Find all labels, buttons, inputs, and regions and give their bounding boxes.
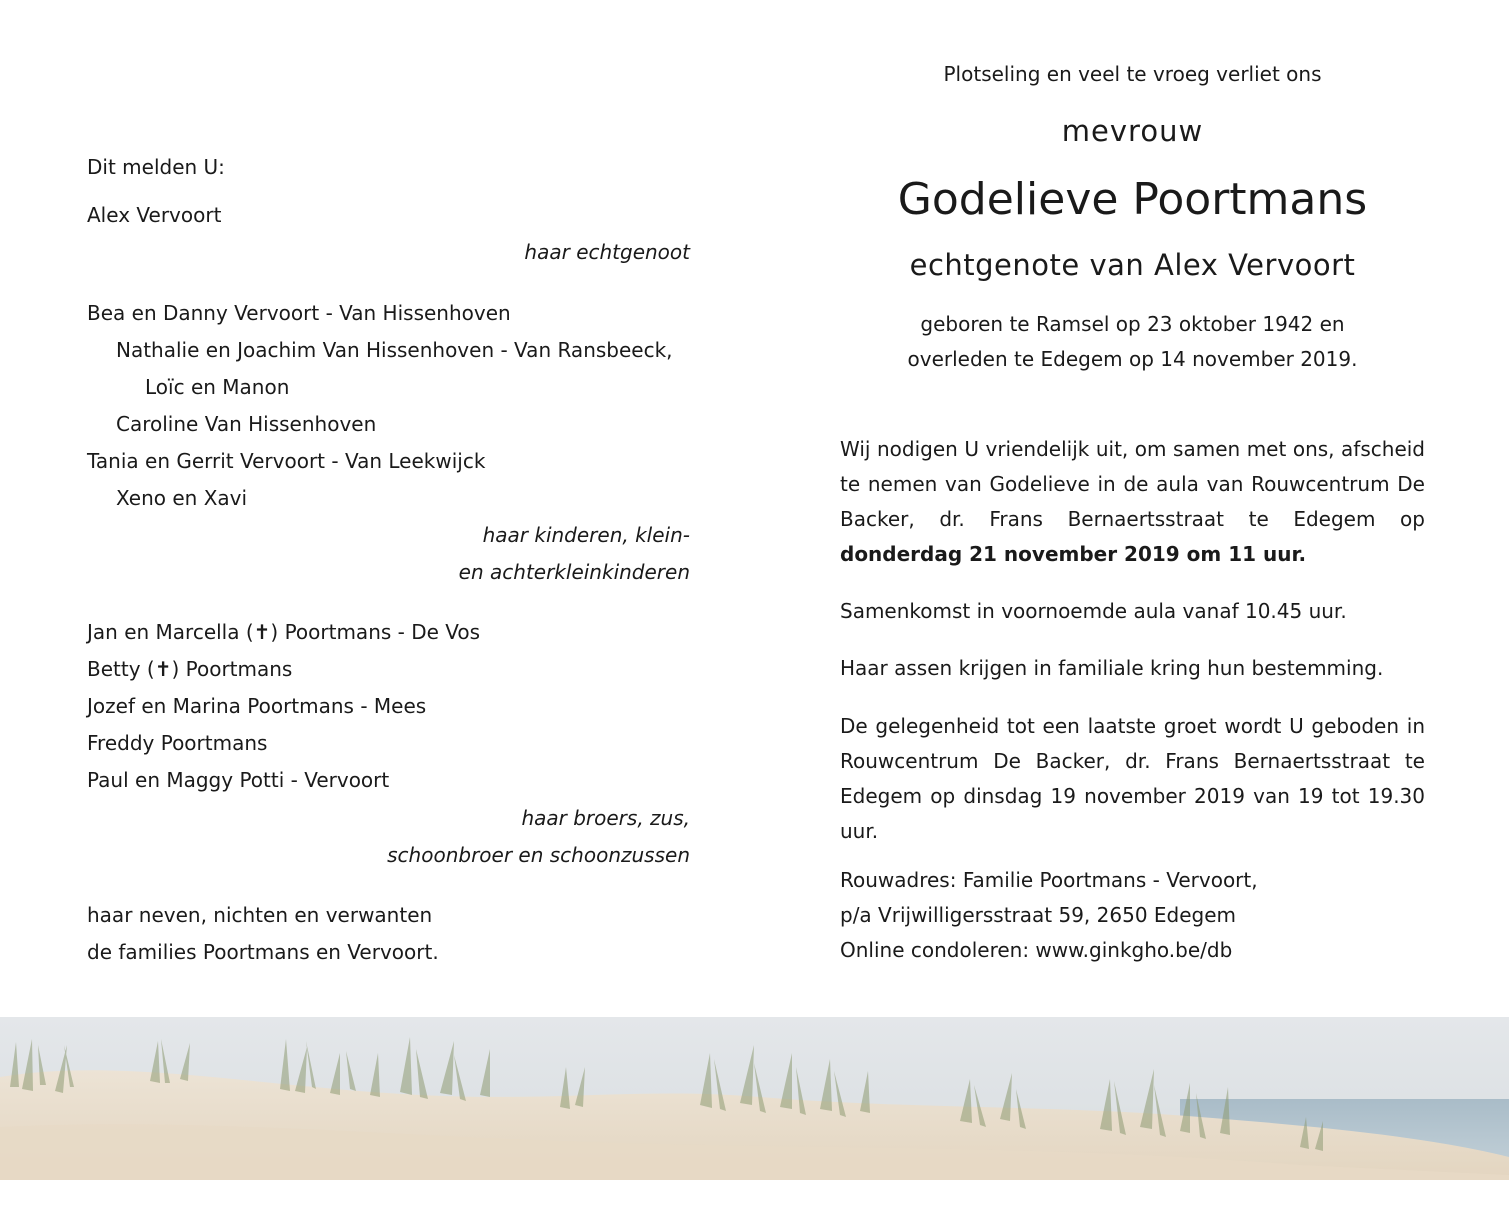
visitation-paragraph: De gelegenheid tot een laatste groet wordt U geboden in Rouwcentrum De Backer, dr. Frans Bernaertsstraat te Edegem op dinsdag 19 november 2019 van 19 tot 19.30 uur. xyxy=(840,714,1425,843)
intro-text: Dit melden U: xyxy=(87,155,225,179)
address-line-2: p/a Vrijwilligersstraat 59, 2650 Edegem xyxy=(840,903,1237,927)
sibling-line: Paul en Maggy Potti - Vervoort xyxy=(87,768,390,792)
condolence-line: Online condoleren: www.ginkgho.be/db xyxy=(840,938,1233,962)
grandchild-line: Caroline Van Hissenhoven xyxy=(116,412,377,436)
honorific: mevrouw xyxy=(1061,114,1204,148)
siblings-role-2: schoonbroer en schoonzussen xyxy=(387,843,690,867)
ashes-text: Haar assen krijgen in familiale kring hun bestemming. xyxy=(840,656,1384,680)
gathering-text: Samenkomst in voornoemde aula vanaf 10.45 uur. xyxy=(840,599,1347,623)
announcement-intro: Plotseling en veel te vroeg verliet ons xyxy=(943,62,1322,86)
sibling-line: Jozef en Marina Poortmans - Mees xyxy=(87,694,427,718)
grandchild-line: Xeno en Xavi xyxy=(116,486,248,510)
deceased-name: Godelieve Poortmans xyxy=(897,174,1368,225)
address-line-1: Rouwadres: Familie Poortmans - Vervoort, xyxy=(840,868,1258,892)
sibling-line: Jan en Marcella (✝) Poortmans - De Vos xyxy=(87,620,481,644)
sibling-line: Freddy Poortmans xyxy=(87,731,268,755)
sibling-line: Betty (✝) Poortmans xyxy=(87,657,293,681)
grandchild-line: Nathalie en Joachim Van Hissenhoven - Van Ransbeeck, xyxy=(116,338,673,362)
children-role-1: haar kinderen, klein- xyxy=(482,523,690,547)
spouse-line: echtgenote van Alex Vervoort xyxy=(909,248,1356,282)
spouse-name: Alex Vervoort xyxy=(87,203,222,227)
closing-line-2: de families Poortmans en Vervoort. xyxy=(87,940,439,964)
child-line: Tania en Gerrit Vervoort - Van Leekwijck xyxy=(87,449,486,473)
siblings-role-1: haar broers, zus, xyxy=(521,806,690,830)
child-line: Bea en Danny Vervoort - Van Hissenhoven xyxy=(87,301,511,325)
dune-banner-image xyxy=(0,1017,1509,1180)
closing-line-1: haar neven, nichten en verwanten xyxy=(87,903,433,927)
death-line: overleden te Edegem op 14 november 2019. xyxy=(907,347,1358,371)
birth-line: geboren te Ramsel op 23 oktober 1942 en xyxy=(920,312,1345,336)
spouse-role: haar echtgenoot xyxy=(524,240,690,264)
ceremony-date: donderdag 21 november 2019 om 11 uur. xyxy=(840,542,1307,566)
children-role-2: en achterkleinkinderen xyxy=(458,560,690,584)
life-dates xyxy=(840,307,1425,377)
great-grandchild-line: Loïc en Manon xyxy=(145,375,290,399)
invitation-paragraph xyxy=(840,432,1425,572)
invitation-text: Wij nodigen U vriendelijk uit, om samen met ons, afscheid te nemen van Godelieve in de aula van Rouwcentrum De Backer, dr. Frans Bernaertsstraat te Edegem op xyxy=(840,437,1425,531)
